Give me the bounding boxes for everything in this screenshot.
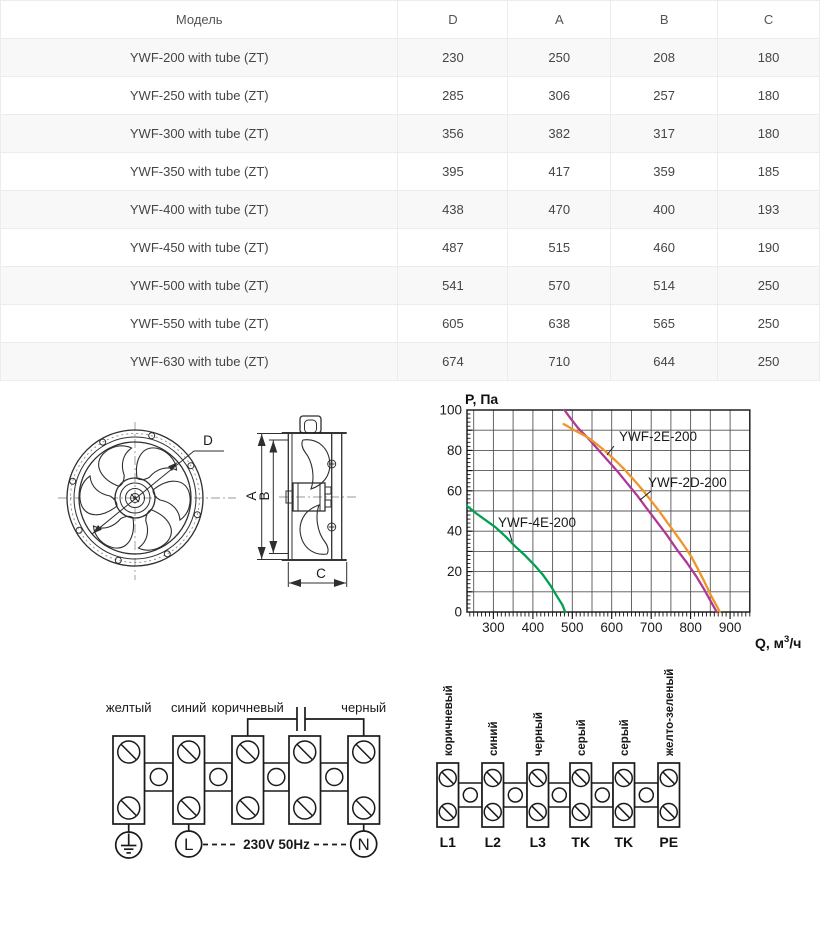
dimension-d-label: D bbox=[203, 433, 213, 448]
curve-label: YWF-4E-200 bbox=[498, 515, 577, 530]
value-cell: 250 bbox=[718, 305, 820, 343]
column-header: A bbox=[508, 1, 611, 39]
value-cell: 644 bbox=[611, 343, 718, 381]
wire-color-label: черный bbox=[341, 700, 387, 715]
value-cell: 285 bbox=[398, 77, 508, 115]
table-header bbox=[1, 1, 820, 39]
neutral-terminal-label: N bbox=[357, 835, 370, 854]
x-axis-title: Q, $м^3/ч$ bbox=[755, 634, 802, 651]
value-cell: 395 bbox=[398, 153, 508, 191]
table-row bbox=[1, 39, 820, 77]
x-tick-label: 400 bbox=[521, 620, 545, 635]
line-terminal-label: L bbox=[183, 835, 194, 854]
value-cell: 306 bbox=[508, 77, 611, 115]
terminal-name-label: L2 bbox=[484, 834, 501, 850]
x-tick-label: 600 bbox=[600, 620, 623, 635]
value-cell: 710 bbox=[508, 343, 611, 381]
x-tick-label: 700 bbox=[639, 620, 663, 635]
table-row bbox=[1, 115, 820, 153]
model-cell: YWF-200 with tube (ZT) bbox=[1, 39, 398, 77]
dimension-c-label: C bbox=[316, 566, 326, 581]
terminal-name-label: L1 bbox=[439, 834, 456, 850]
wire-color-labels bbox=[443, 669, 676, 757]
value-cell: 438 bbox=[398, 191, 508, 229]
table-row bbox=[1, 153, 820, 191]
wiring-diagram-three-phase bbox=[430, 668, 730, 880]
model-cell: YWF-300 with tube (ZT) bbox=[1, 115, 398, 153]
performance-chart bbox=[430, 390, 820, 660]
value-cell: 180 bbox=[718, 77, 820, 115]
value-cell: 359 bbox=[611, 153, 718, 191]
dimension-c bbox=[288, 562, 346, 587]
value-cell: 185 bbox=[718, 153, 820, 191]
model-cell: YWF-550 with tube (ZT) bbox=[1, 305, 398, 343]
value-cell: 514 bbox=[611, 267, 718, 305]
dimension-a-label: A bbox=[244, 491, 259, 501]
wire-color-label: синий bbox=[487, 721, 500, 756]
value-cell: 250 bbox=[718, 343, 820, 381]
model-cell: YWF-250 with tube (ZT) bbox=[1, 77, 398, 115]
table-row bbox=[1, 305, 820, 343]
wire-color-label: черный bbox=[532, 712, 545, 756]
y-tick-label: 100 bbox=[439, 402, 462, 418]
wire-color-label: коричневый bbox=[211, 700, 284, 715]
neutral-terminal bbox=[351, 831, 377, 857]
terminal-name-labels bbox=[440, 834, 679, 850]
value-cell: 605 bbox=[398, 305, 508, 343]
table-row bbox=[1, 343, 820, 381]
x-tick-label: 500 bbox=[561, 620, 584, 635]
terminal-name-label: TK bbox=[614, 834, 634, 850]
capacitor-icon bbox=[297, 707, 305, 731]
curve-annotations bbox=[498, 429, 727, 541]
value-cell: 541 bbox=[398, 267, 508, 305]
value-cell: 193 bbox=[718, 191, 820, 229]
terminal-name-label: L3 bbox=[529, 834, 546, 850]
line-terminal bbox=[176, 831, 202, 857]
wire-color-label: серый bbox=[575, 719, 588, 756]
ground-icon bbox=[116, 832, 142, 858]
terminal-blocks bbox=[437, 763, 680, 827]
value-cell: 250 bbox=[508, 39, 611, 77]
x-tick-label: 900 bbox=[718, 620, 742, 635]
dimension-b-label: B bbox=[257, 491, 272, 501]
value-cell: 250 bbox=[718, 267, 820, 305]
fan-side-view-drawing bbox=[243, 390, 368, 625]
value-cell: 487 bbox=[398, 229, 508, 267]
model-cell: YWF-630 with tube (ZT) bbox=[1, 343, 398, 381]
wire-color-label: желто-зеленый bbox=[663, 668, 676, 756]
model-cell: YWF-400 with tube (ZT) bbox=[1, 191, 398, 229]
y-tick-label: 60 bbox=[446, 483, 462, 499]
fan-front-view-drawing bbox=[58, 388, 248, 618]
y-tick-label: 40 bbox=[446, 523, 462, 539]
y-axis-title: P, Па bbox=[465, 391, 499, 407]
table-row bbox=[1, 77, 820, 115]
terminal-blocks bbox=[113, 736, 380, 824]
x-tick-label: 800 bbox=[679, 620, 702, 635]
curve-YWF-2E-200 bbox=[564, 424, 720, 612]
column-header: B bbox=[611, 1, 718, 39]
value-cell: 356 bbox=[398, 115, 508, 153]
wire-color-label: серый bbox=[618, 719, 631, 756]
table-row bbox=[1, 229, 820, 267]
y-tick-label: 0 bbox=[454, 604, 462, 620]
value-cell: 317 bbox=[611, 115, 718, 153]
wire-color-label: коричневый bbox=[442, 685, 455, 756]
table-row bbox=[1, 267, 820, 305]
x-tick-label: 300 bbox=[482, 620, 505, 635]
value-cell: 674 bbox=[398, 343, 508, 381]
value-cell: 565 bbox=[611, 305, 718, 343]
table-row bbox=[1, 191, 820, 229]
value-cell: 208 bbox=[611, 39, 718, 77]
curve-label: YWF-2D-200 bbox=[648, 475, 727, 490]
model-cell: YWF-350 with tube (ZT) bbox=[1, 153, 398, 191]
value-cell: 180 bbox=[718, 39, 820, 77]
y-tick-label: 20 bbox=[446, 564, 462, 580]
terminal-name-label: TK bbox=[571, 834, 591, 850]
value-cell: 230 bbox=[398, 39, 508, 77]
value-cell: 190 bbox=[718, 229, 820, 267]
wire-color-labels bbox=[106, 700, 386, 715]
column-header: Модель bbox=[1, 1, 398, 39]
value-cell: 460 bbox=[611, 229, 718, 267]
value-cell: 470 bbox=[508, 191, 611, 229]
model-cell: YWF-450 with tube (ZT) bbox=[1, 229, 398, 267]
power-rating-label: 230V 50Hz bbox=[243, 837, 310, 852]
value-cell: 382 bbox=[508, 115, 611, 153]
model-cell: YWF-500 with tube (ZT) bbox=[1, 267, 398, 305]
wiring-diagram-single-phase bbox=[80, 680, 410, 880]
wire-color-label: желтый bbox=[105, 700, 152, 715]
junction-box bbox=[300, 416, 321, 433]
y-tick-label: 80 bbox=[446, 442, 462, 458]
dimensions-table bbox=[0, 0, 820, 381]
chart-grid bbox=[467, 410, 750, 612]
value-cell: 638 bbox=[508, 305, 611, 343]
value-cell: 417 bbox=[508, 153, 611, 191]
supply-row bbox=[116, 824, 377, 858]
column-header: D bbox=[398, 1, 508, 39]
wire-color-label: синий bbox=[170, 700, 207, 715]
value-cell: 400 bbox=[611, 191, 718, 229]
value-cell: 570 bbox=[508, 267, 611, 305]
terminal-name-label: PE bbox=[659, 834, 679, 850]
curve-label: YWF-2E-200 bbox=[619, 429, 698, 444]
value-cell: 257 bbox=[611, 77, 718, 115]
column-header: C bbox=[718, 1, 820, 39]
value-cell: 515 bbox=[508, 229, 611, 267]
value-cell: 180 bbox=[718, 115, 820, 153]
